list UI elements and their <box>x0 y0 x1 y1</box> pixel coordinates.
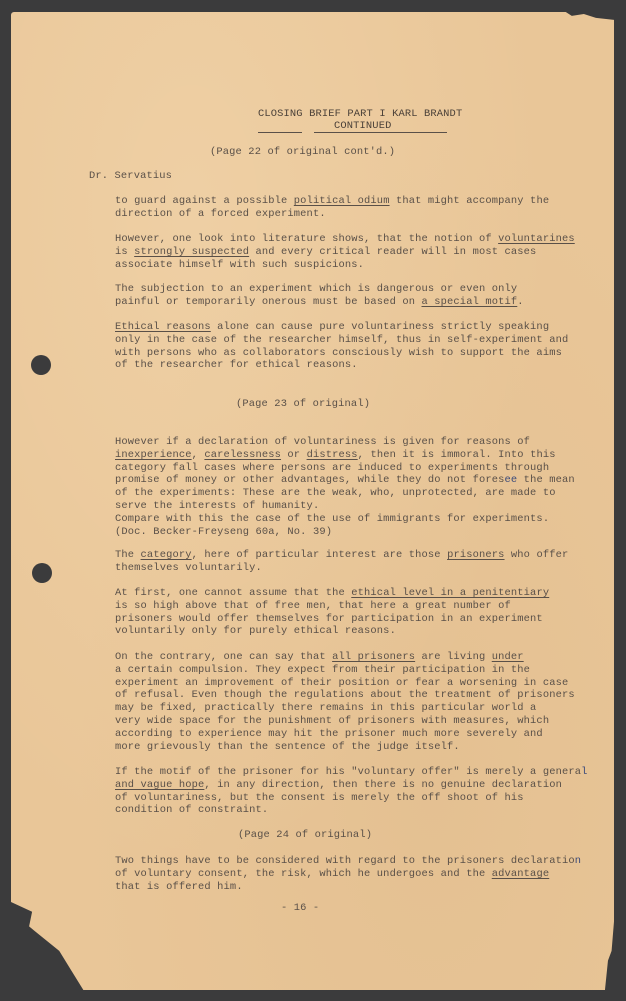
document-subtitle: CONTINUED <box>334 120 392 132</box>
document-title: CLOSING BRIEF PART I KARL BRANDT <box>258 108 463 120</box>
page-note: (Page 22 of original cont'd.) <box>210 146 396 158</box>
page-number: - 16 - <box>281 902 320 914</box>
title-underline-right <box>314 132 447 133</box>
paragraph-8: On the contrary, one can say that all prisoners are living under a certain compulsion. They expect from their participation in the experiment an improvement of their position or fear a worsening in case of refusal. Even though the regulations about the treatment of prisoners may be fixed, practically there remains in this particular world a very wide space for the punishment of prisoners with measures, which according to experience may hit the prisoner much more severely and more grievously than the sentence of the judge itself. <box>115 651 575 753</box>
paragraph-10: Two things have to be considered with regard to the prisoners declaration of voluntary consent, the risk, which he undergoes and the advantage that is offered him. <box>115 855 582 893</box>
paragraph-5: However if a declaration of voluntariness is given for reasons of inexperience, carelessness or distress, then it is immoral. Into this category fall cases where persons are induced to experiments through promise of money or other advantages, while they do not foresee the mean of the experiments: These are the weak, who, unprotected, are made to serve the interests of humanity. Compare with this the case of the use of immigrants for experiments. (Doc. Becker-Freyseng 60a, No. 39) <box>115 436 575 538</box>
page-note: (Page 23 of original) <box>236 398 371 410</box>
paragraph-1: to guard against a possible political odium that might accompany the direction of a forced experiment. <box>115 195 550 220</box>
paragraph-2: However, one look into literature shows, that the notion of voluntarines is strongly suspected and every critical reader will in most cases associate himself with such suspicions. <box>115 233 575 271</box>
punch-hole-lower <box>32 563 52 583</box>
paragraph-9: If the motif of the prisoner for his "voluntary offer" is merely a general and vague hope, in any direction, then there is no genuine declaration of voluntariness, but the consent is merely the off shoot of his condition of constraint. <box>115 766 588 817</box>
punch-hole-upper <box>31 355 51 375</box>
paragraph-6: The category, here of particular interest are those prisoners who offer themselves voluntarily. <box>115 549 569 574</box>
title-underline-left <box>258 132 302 133</box>
paragraph-7: At first, one cannot assume that the ethical level in a penitentiary is so high above that of free men, that here a great number of prisoners would offer themselves for participation in an experiment voluntarily only for purely ethical reasons. <box>115 587 550 638</box>
speaker-name: Dr. Servatius <box>89 170 173 182</box>
paragraph-3: The subjection to an experiment which is dangerous or even only painful or temporarily onerous must be based on a special motif. <box>115 283 524 308</box>
paragraph-4: Ethical reasons alone can cause pure voluntariness strictly speaking only in the case of the researcher himself, thus in self-experiment and with persons who as collaborators consciously wish to support the aims of the researcher for ethical reasons. <box>115 321 569 372</box>
page-note: (Page 24 of original) <box>238 829 373 841</box>
